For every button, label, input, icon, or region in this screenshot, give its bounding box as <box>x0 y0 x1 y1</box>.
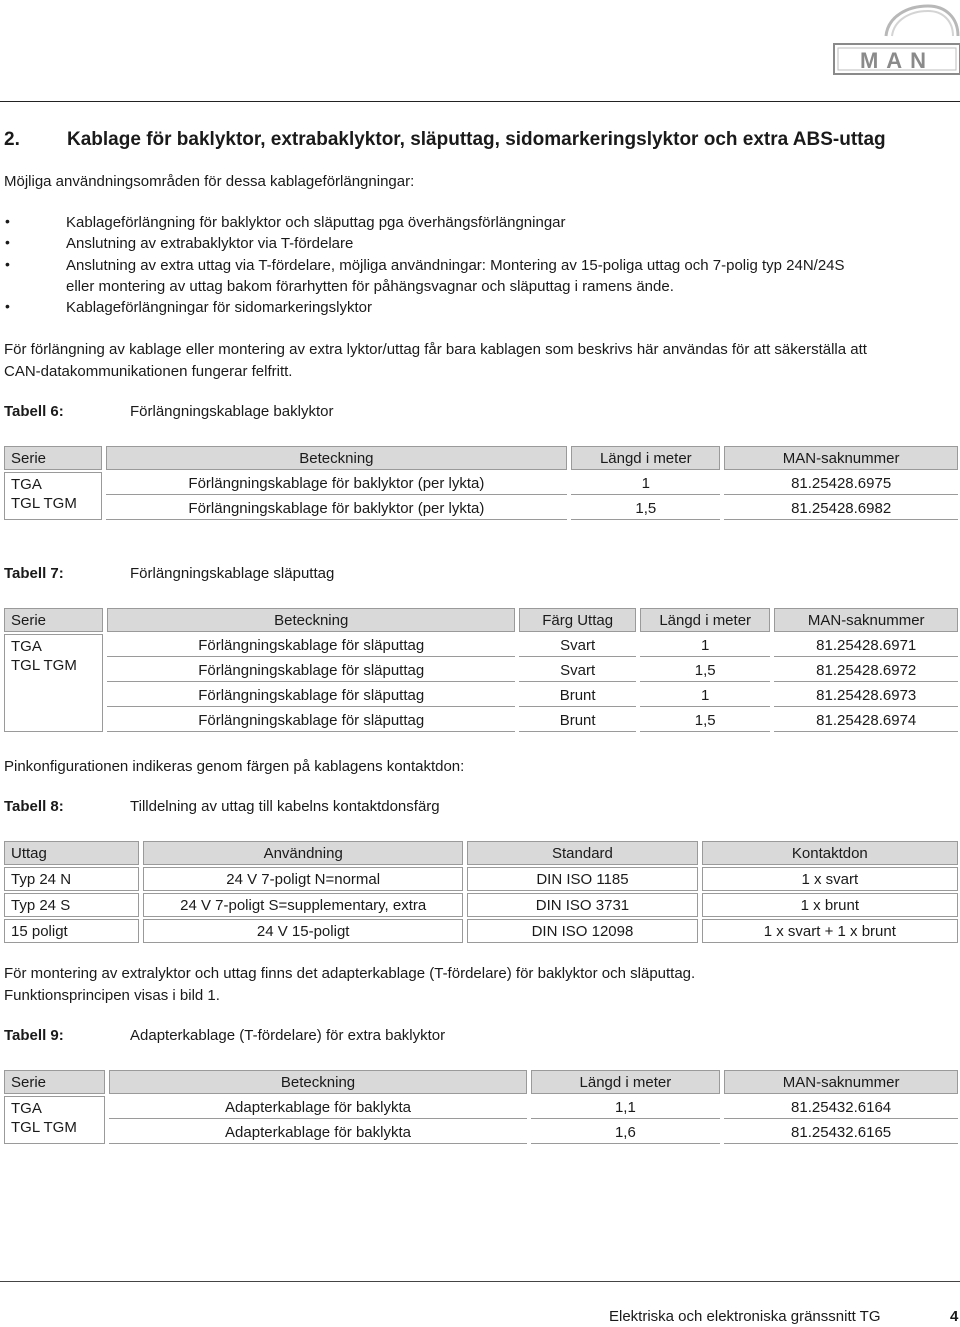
series-name: TGL TGM <box>11 1119 77 1136</box>
series-cell <box>4 1096 105 1144</box>
table-6-label: Tabell 6: <box>4 403 64 420</box>
table-cell: Typ 24 S <box>4 893 139 917</box>
table-cell: 24 V 7-poligt N=normal <box>143 867 463 891</box>
table-row <box>4 659 958 682</box>
header-cell: Längd i meter <box>531 1070 721 1094</box>
table-cell: Förlängningskablage för baklyktor (per lykta) <box>106 472 568 495</box>
table-cell: 81.25432.6165 <box>724 1121 958 1144</box>
table-9 <box>0 1068 960 1146</box>
table-cell: 81.25432.6164 <box>724 1096 958 1119</box>
bullet-item: Kablageförlängningar för sidomarkeringslyktor <box>66 299 372 316</box>
logo-text: MAN <box>859 48 935 73</box>
table-cell: 1,6 <box>531 1121 721 1144</box>
series-name: TGL TGM <box>11 657 77 674</box>
table-row <box>4 1121 958 1144</box>
table-header-row <box>4 841 958 865</box>
table-7 <box>0 606 960 734</box>
series-cell <box>4 472 102 520</box>
header-cell: Längd i meter <box>640 608 770 632</box>
series-name: TGA <box>11 1100 42 1117</box>
header-cell: Serie <box>4 446 102 470</box>
header-cell: Längd i meter <box>571 446 720 470</box>
table-8-label: Tabell 8: <box>4 798 64 815</box>
table-cell: DIN ISO 12098 <box>467 919 697 943</box>
table-row <box>4 472 958 495</box>
table-cell: 1,5 <box>640 709 770 732</box>
table-cell: Förlängningskablage för släputtag <box>107 709 515 732</box>
table-row <box>4 867 958 891</box>
man-logo <box>826 2 960 78</box>
table-cell: 1 x brunt <box>702 893 958 917</box>
table-cell: 1,1 <box>531 1096 721 1119</box>
note-line: För förlängning av kablage eller montering av extra lyktor/uttag får bara kablagen som beskrivs här användas för att säkerställa att <box>4 341 867 358</box>
bullet-dot: • <box>5 213 10 229</box>
table-cell: Förlängningskablage för släputtag <box>107 659 515 682</box>
table-cell: 81.25428.6972 <box>774 659 958 682</box>
table-8 <box>0 839 960 945</box>
bullet-dot: • <box>5 256 10 272</box>
header-cell: Standard <box>467 841 697 865</box>
table-8-caption: Tilldelning av uttag till kabelns kontaktdonsfärg <box>130 798 440 815</box>
table-9-label: Tabell 9: <box>4 1027 64 1044</box>
intro-text: Möjliga användningsområden för dessa kablageförlängningar: <box>4 173 415 190</box>
table-row <box>4 1096 958 1119</box>
header-cell: MAN-saknummer <box>724 1070 958 1094</box>
header-cell: MAN-saknummer <box>724 446 958 470</box>
table-header-row <box>4 608 958 632</box>
table-row <box>4 709 958 732</box>
page-number: 4 <box>950 1308 959 1325</box>
bullet-dot: • <box>5 234 10 250</box>
table-cell: Förlängningskablage för baklyktor (per lykta) <box>106 497 568 520</box>
table-cell: 24 V 15-poligt <box>143 919 463 943</box>
table-row <box>4 634 958 657</box>
header-cell: Serie <box>4 1070 105 1094</box>
section-title: Kablage för baklyktor, extrabaklyktor, släputtag, sidomarkeringslyktor och extra ABS-uttag <box>67 129 886 150</box>
table-cell: 24 V 7-poligt S=supplementary, extra <box>143 893 463 917</box>
header-cell: Kontaktdon <box>702 841 958 865</box>
table-cell: Adapterkablage för baklykta <box>109 1096 526 1119</box>
table-cell: DIN ISO 1185 <box>467 867 697 891</box>
table-cell: 81.25428.6974 <box>774 709 958 732</box>
series-name: TGA <box>11 476 42 493</box>
table-row <box>4 497 958 520</box>
header-cell: Uttag <box>4 841 139 865</box>
section-number: 2. <box>4 129 20 150</box>
bullet-item: Kablageförlängning för baklyktor och släputtag pga överhängsförlängningar <box>66 214 566 231</box>
bullet-item: Anslutning av extrabaklyktor via T-fördelare <box>66 235 354 252</box>
header-cell: Användning <box>143 841 463 865</box>
header-rule <box>0 101 960 102</box>
header-cell: Serie <box>4 608 103 632</box>
footer-title: Elektriska och elektroniska gränssnitt TG <box>609 1308 881 1325</box>
header-cell: Beteckning <box>109 1070 526 1094</box>
table-cell: Adapterkablage för baklykta <box>109 1121 526 1144</box>
table-cell: Typ 24 N <box>4 867 139 891</box>
series-name: TGA <box>11 638 42 655</box>
table-header-row <box>4 446 958 470</box>
table-cell: 81.25428.6971 <box>774 634 958 657</box>
table-cell: 1 <box>640 684 770 707</box>
table-cell: Svart <box>519 634 636 657</box>
pin-note: Pinkonfigurationen indikeras genom färgen på kablagens kontaktdon: <box>4 758 465 775</box>
bullet-item: Anslutning av extra uttag via T-fördelare, möjliga användningar: Montering av 15-poliga uttag och 7-polig typ 24N/24S <box>66 257 845 274</box>
header-cell: Beteckning <box>106 446 568 470</box>
table-cell: DIN ISO 3731 <box>467 893 697 917</box>
header-cell: Färg Uttag <box>519 608 636 632</box>
header-cell: MAN-saknummer <box>774 608 958 632</box>
note-line: För montering av extralyktor och uttag finns det adapterkablage (T-fördelare) för baklyktor och släputtag. <box>4 965 696 982</box>
table-cell: 1 x svart + 1 x brunt <box>702 919 958 943</box>
table-7-caption: Förlängningskablage släputtag <box>130 565 335 582</box>
table-9-caption: Adapterkablage (T-fördelare) för extra baklyktor <box>130 1027 446 1044</box>
table-cell: 81.25428.6973 <box>774 684 958 707</box>
table-cell: 15 poligt <box>4 919 139 943</box>
note-line: CAN-datakommunikationen fungerar felfritt. <box>4 363 293 380</box>
table-6 <box>0 444 960 522</box>
table-cell: Förlängningskablage för släputtag <box>107 634 515 657</box>
table-cell: Brunt <box>519 684 636 707</box>
table-cell: Brunt <box>519 709 636 732</box>
table-cell: 1 <box>640 634 770 657</box>
table-cell: 81.25428.6975 <box>724 472 958 495</box>
series-cell <box>4 634 103 732</box>
table-cell: 1 x svart <box>702 867 958 891</box>
table-row <box>4 893 958 917</box>
table-header-row <box>4 1070 958 1094</box>
table-row <box>4 684 958 707</box>
table-cell: Svart <box>519 659 636 682</box>
note-line: Funktionsprincipen visas i bild 1. <box>4 987 220 1004</box>
series-name: TGL TGM <box>11 495 77 512</box>
table-6-caption: Förlängningskablage baklyktor <box>130 403 334 420</box>
bullet-dot: • <box>5 298 10 314</box>
table-cell: 1 <box>571 472 720 495</box>
table-cell: 1,5 <box>571 497 720 520</box>
table-cell: Förlängningskablage för släputtag <box>107 684 515 707</box>
table-cell: 81.25428.6982 <box>724 497 958 520</box>
footer-rule <box>0 1281 960 1282</box>
header-cell: Beteckning <box>107 608 515 632</box>
table-row <box>4 919 958 943</box>
table-7-label: Tabell 7: <box>4 565 64 582</box>
bullet-item-continued: eller montering av uttag bakom förarhytten för påhängsvagnar och släputtag i ramens ände. <box>66 278 674 295</box>
table-cell: 1,5 <box>640 659 770 682</box>
